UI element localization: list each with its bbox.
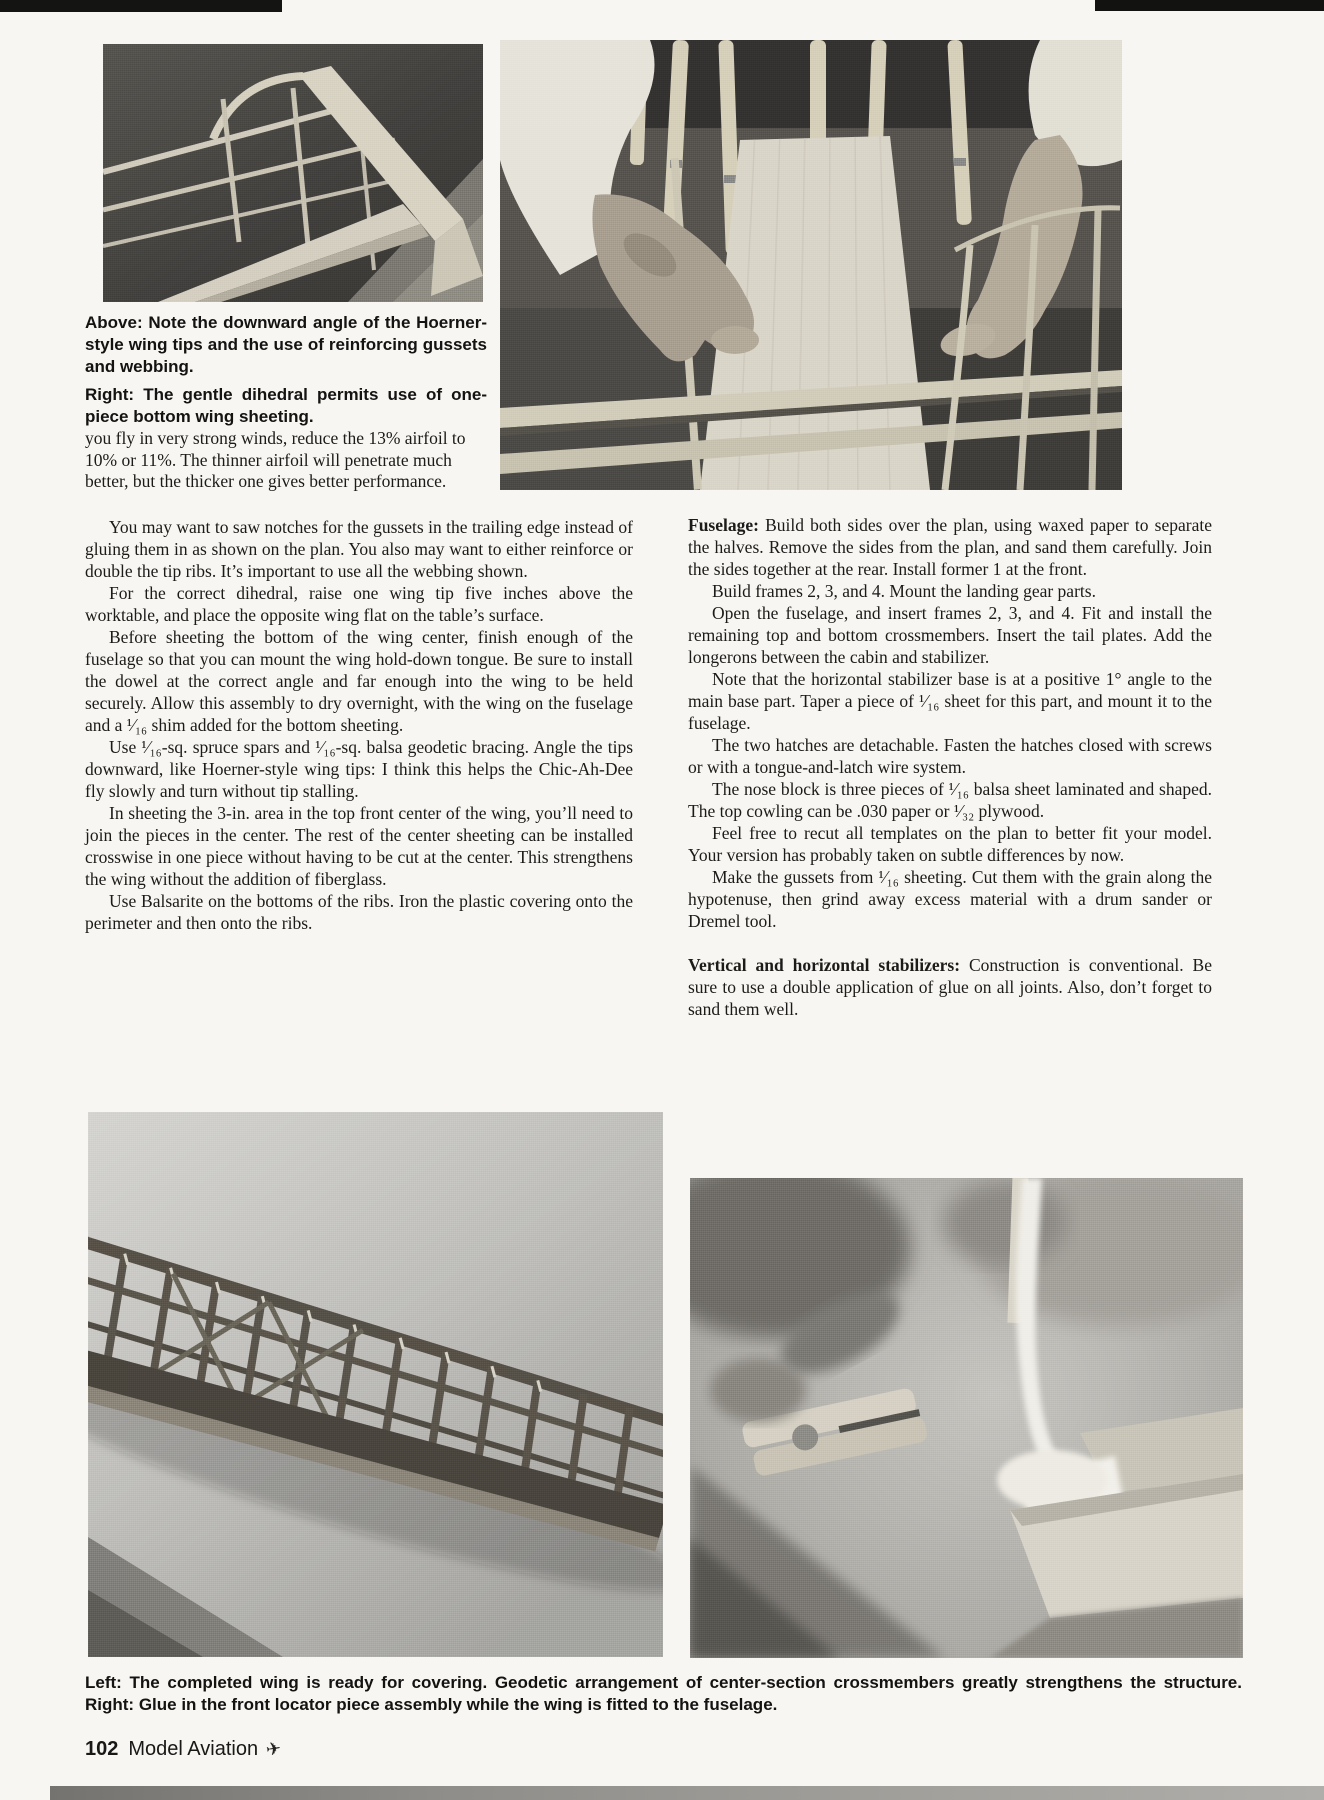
airplane-icon: ✈ — [264, 1738, 283, 1760]
photo-glue-application — [690, 1178, 1243, 1658]
left-column — [85, 516, 633, 934]
paragraph-fuselage: Fuselage: Build both sides over the plan, using waxed paper to separate the halves. Remove the sides from the plan, and sand them carefully. Join the sides together at the rear. Install former 1 at the front. — [688, 515, 1212, 579]
paragraph: For the correct dihedral, raise one wing tip five inches above the worktable, and place the opposite wing flat on the table’s surface. — [85, 583, 633, 625]
scan-artifact-top-left — [0, 0, 282, 12]
paragraph: Note that the horizontal stabilizer base is at a positive 1° angle to the main base part. Taper a piece of ¹⁄₁₆ sheet for this part, and mount it to the fuselage. — [688, 669, 1212, 733]
paragraph-stabilizers: Vertical and horizontal stabilizers: Construction is conventional. Be sure to use a double application of glue on all joints. Also, don’t forget to sand them well. — [688, 955, 1212, 1019]
paragraph: Use ¹⁄₁₆-sq. spruce spars and ¹⁄₁₆-sq. balsa geodetic bracing. Angle the tips downward, like Hoerner-style wing tips: I think this helps the Chic-Ah-Dee fly slowly and turn without tip stalling. — [85, 737, 633, 801]
right-column — [688, 514, 1212, 1020]
paragraph: The two hatches are detachable. Fasten the hatches closed with screws or with a tongue-and-latch wire system. — [688, 735, 1212, 777]
caption-right: Right: The gentle dihedral permits use of one-piece bottom wing sheeting. — [85, 385, 487, 426]
paragraph: Use Balsarite on the bottoms of the ribs. Iron the plastic covering onto the perimeter and then onto the ribs. — [85, 891, 633, 933]
paragraph: Build frames 2, 3, and 4. Mount the landing gear parts. — [712, 581, 1096, 601]
photo-hands-wing-center — [500, 40, 1122, 490]
scan-artifact-bottom-edge — [50, 1786, 1324, 1800]
caption-bottom: Left: The completed wing is ready for covering. Geodetic arrangement of center-section crossmembers greatly strengthens the structure. Right: Glue in the front locator piece assembly while the wing is fitted to the fuselage. — [85, 1673, 1242, 1714]
paragraph: Make the gussets from ¹⁄₁₆ sheeting. Cut them with the grain along the hypotenuse, then grind away excess material with a drum sander or Dremel tool. — [688, 867, 1212, 931]
paragraph: Open the fuselage, and insert frames 2, 3, and 4. Fit and install the remaining top and bottom crossmembers. Insert the tail plates. Add the longerons between the cabin and stabilizer. — [688, 603, 1212, 667]
scan-artifact-top-right — [1095, 0, 1324, 11]
paragraph: Before sheeting the bottom of the wing center, finish enough of the fuselage so that you can mount the wing hold-down tongue. Be sure to install the dowel at the correct angle and far enough into the wing to be held securely. Allow this assembly to dry overnight, with the wing on the fuselage and a ¹⁄₁₆ shim added for the bottom sheeting. — [85, 627, 633, 735]
paragraph: You may want to saw notches for the gussets in the trailing edge instead of gluing them in as shown on the plan. You also may want to either reinforce or double the tip ribs. It’s important to use all the webbing shown. — [85, 517, 633, 581]
magazine-title: Model Aviation — [128, 1738, 259, 1760]
paragraph: In sheeting the 3-in. area in the top front center of the wing, you’ll need to join the pieces in the center. The rest of the center sheeting can be installed crosswise in one piece without having to be cut at the center. This strengthens the wing without the addition of fiberglass. — [85, 803, 633, 889]
photo-completed-wing — [88, 1112, 663, 1657]
page-number: 102 — [85, 1738, 119, 1760]
caption-above: Above: Note the downward angle of the Hoerner-style wing tips and the use of reinforcing gussets and webbing. — [85, 313, 487, 376]
paragraph: The nose block is three pieces of ¹⁄₁₆ balsa sheet laminated and shaped. The top cowling can be .030 paper or ¹⁄₃₂ plywood. — [688, 779, 1212, 821]
intro-paragraph: you fly in very strong winds, reduce the 13% airfoil to 10% or 11%. The thinner airfoil will penetrate much better, but the thicker one gives better performance. — [85, 428, 466, 491]
photo-wing-tip — [103, 44, 483, 302]
page-footer — [85, 1738, 281, 1761]
paragraph: Feel free to recut all templates on the plan to better fit your model. Your version has probably taken on subtle differences by now. — [688, 823, 1212, 865]
